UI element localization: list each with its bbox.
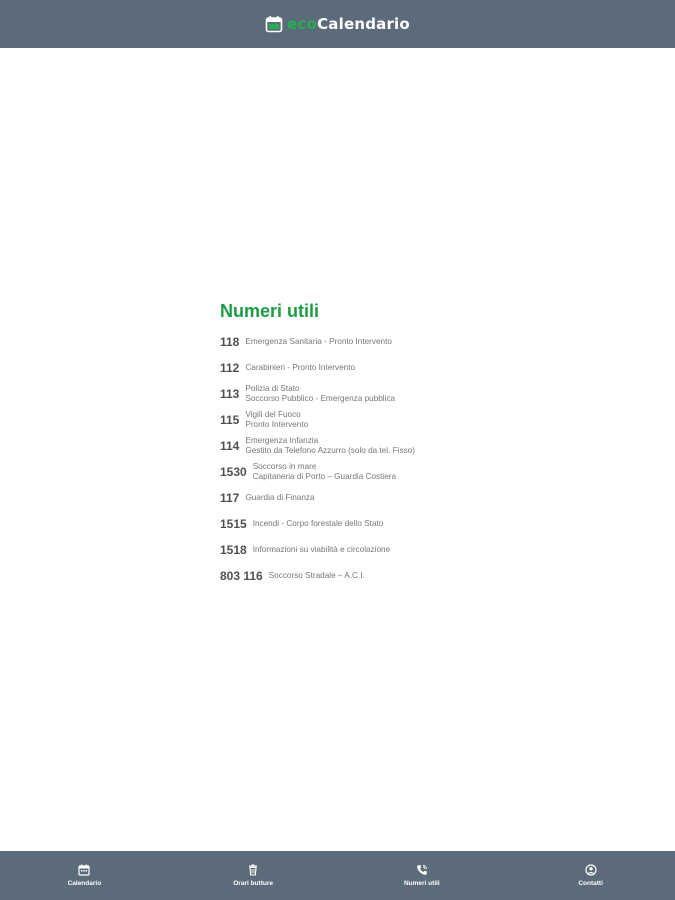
nav-item-calendario[interactable] (0, 851, 169, 900)
trash-icon (247, 864, 259, 876)
app-header (0, 0, 675, 48)
description-line: Soccorso Pubblico - Emergenza pubblica (245, 394, 396, 403)
logo-eco: eco (287, 15, 318, 33)
number-description (245, 363, 355, 373)
number-entry[interactable] (220, 514, 520, 534)
phone-number[interactable]: 1515 (220, 517, 247, 531)
app-logo[interactable] (265, 15, 410, 33)
number-description (253, 545, 390, 555)
numbers-list (220, 332, 520, 586)
number-entry[interactable] (220, 488, 520, 508)
nav-label-contatti: Contatti (578, 880, 603, 887)
description-line: Gestito da Telefono Azzurro (solo da tel. Fisso) (245, 446, 415, 455)
phone-icon (416, 864, 428, 876)
description-line: Soccorso in mare (252, 462, 317, 471)
contact-icon (585, 864, 597, 876)
number-entry[interactable] (220, 462, 520, 482)
phone-number[interactable]: 113 (220, 387, 240, 401)
description-line: Emergenza Sanitaria - Pronto Intervento (245, 337, 392, 346)
nav-item-contatti[interactable] (506, 851, 675, 900)
phone-number[interactable]: 114 (220, 439, 240, 453)
number-description (253, 519, 384, 529)
nav-label-orari: Orari butture (233, 880, 273, 887)
description-line: Emergenza Infanzia (245, 436, 319, 445)
nav-label-numeri-utili: Numeri utili (403, 880, 440, 887)
phone-number[interactable]: 112 (220, 361, 240, 375)
description-line: Vigili del Fuoco (245, 410, 301, 419)
nav-item-numeri-utili[interactable] (338, 851, 507, 900)
number-description (245, 384, 395, 404)
number-description (245, 337, 392, 347)
bottom-navigation (0, 851, 675, 900)
description-line: Polizia di Stato (245, 384, 300, 393)
nav-item-orari[interactable] (169, 851, 338, 900)
phone-number[interactable]: 118 (220, 335, 240, 349)
description-line: Informazioni su viabilità e circolazione (252, 545, 391, 554)
number-entry[interactable] (220, 384, 520, 404)
nav-label-calendario: Calendario (67, 880, 102, 887)
number-description (245, 410, 308, 430)
number-description (245, 493, 314, 503)
number-entry[interactable] (220, 540, 520, 560)
logo-text (287, 15, 410, 33)
calendar-logo-icon (265, 15, 283, 33)
number-entry[interactable] (220, 410, 520, 430)
number-entry[interactable] (220, 566, 520, 586)
number-entry[interactable] (220, 332, 520, 352)
logo-calendario: Calendario (317, 15, 410, 33)
description-line: Pronto Intervento (245, 420, 309, 429)
number-description (253, 462, 396, 482)
useful-numbers-section (220, 300, 520, 592)
number-entry[interactable] (220, 358, 520, 378)
phone-number[interactable]: 115 (220, 413, 240, 427)
phone-number[interactable]: 117 (220, 491, 240, 505)
number-description (269, 571, 365, 581)
description-line: Incendi - Corpo forestale dello Stato (252, 519, 384, 528)
phone-number[interactable]: 1518 (220, 543, 247, 557)
description-line: Capitaneria di Porto – Guardia Costiera (252, 472, 397, 481)
section-title: Numeri utili (220, 301, 320, 321)
description-line: Carabinieri - Pronto Intervento (245, 363, 356, 372)
description-line: Soccorso Stradale – A.C.I. (268, 571, 365, 580)
calendar-icon (78, 864, 90, 876)
description-line: Guardia di Finanza (245, 493, 315, 502)
phone-number[interactable]: 803 116 (220, 569, 263, 583)
number-entry[interactable] (220, 436, 520, 456)
number-description (245, 436, 415, 456)
phone-number[interactable]: 1530 (220, 465, 247, 479)
